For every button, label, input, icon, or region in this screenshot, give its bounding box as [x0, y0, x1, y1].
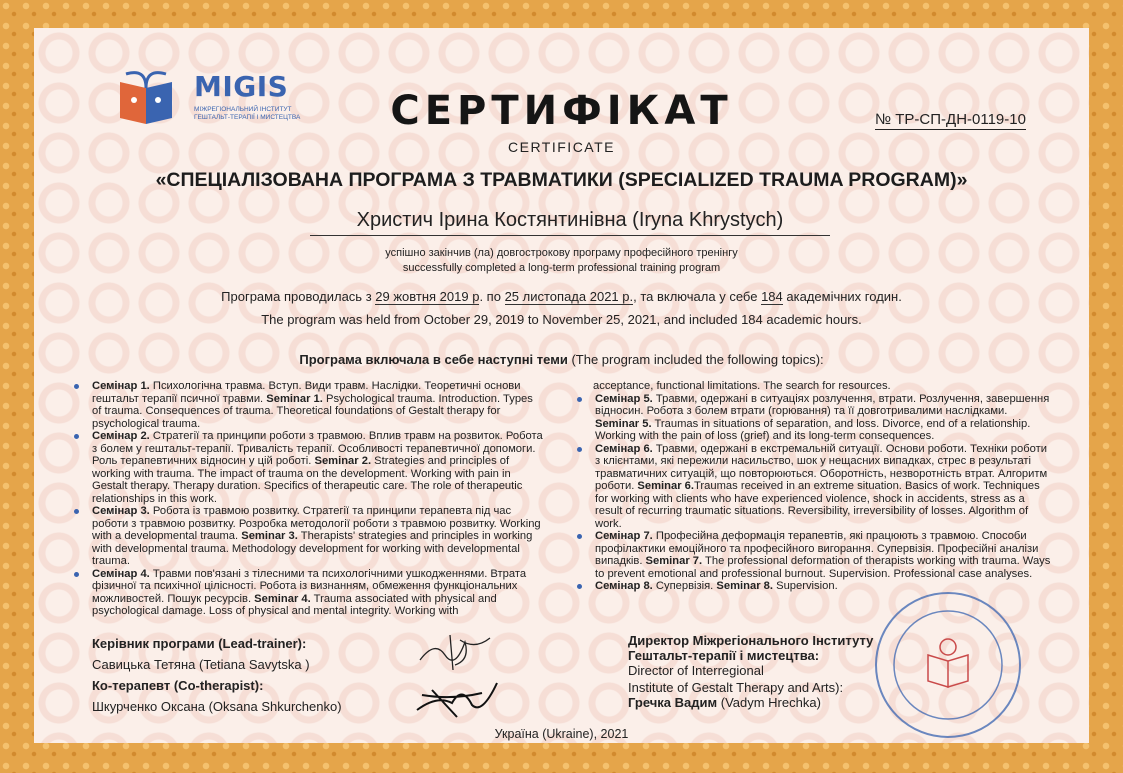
bullet-icon [74, 434, 79, 439]
seminar-en: Psychological trauma. Introduction. Types of trauma. Consequences of trauma. Theoretical foundations of Gestalt therapy for psychological trauma. [92, 392, 533, 430]
seminar-en-label: Seminar 4. [254, 592, 311, 605]
seminar-label: Семінар 4. [92, 567, 150, 580]
held-en: The program was held from October 29, 2019 to November 25, 2021, and included 184 academic hours. [261, 312, 862, 327]
seminars-left-column [74, 380, 544, 618]
seminar-en: Trauma associated with physical and psychological damage. Loss of physical and mental integrity. Working with [92, 592, 497, 617]
footer-location-year: Україна (Ukraine), 2021 [494, 727, 629, 741]
lead-trainer-name: Савицька Тетяна (Tetiana Savytska ) [92, 657, 310, 672]
seminar-uk: Травми пов'язані з тілесними та психологічними ушкодженнями. Втрата фізичної та психічної цілісності. Робота із визнанням, обмеження функціональних можливостей. Пошук ресурсів. [92, 567, 527, 605]
logo-name: MIGIS [194, 70, 289, 103]
topics-heading-en: (The program included the following topics): [571, 352, 824, 367]
seminar-en-label: Seminar 7. [645, 555, 703, 567]
seminar-en: The professional deformation of therapists working with trauma. Ways to prevent emotional and professional burnout. Supervision. Professional case analyses. [595, 555, 1051, 580]
held-start-date: 29 жовтня 2019 р [375, 289, 480, 304]
completed-uk: успішно закінчив (ла) довгострокову програму професійного тренінгу [385, 247, 738, 259]
recipient-name: Христич Ірина Костянтинівна (Iryna Khrystych) [310, 209, 830, 236]
bullet-icon [577, 584, 582, 589]
co-therapist-label: Ко-терапевт (Co-therapist): [92, 678, 264, 693]
seminar-en-label: Seminar 8. [716, 580, 773, 592]
held-prefix: Програма проводилась з [221, 289, 372, 304]
held-uk [0, 289, 1123, 304]
seminar-label: Семінар 7. [595, 530, 653, 542]
director-label-line1: Директор Міжрегіонального Інституту [628, 633, 874, 648]
seminars-right-column [577, 380, 1052, 593]
seminar-label: Семінар 5. [595, 392, 653, 405]
bullet-icon [577, 447, 582, 452]
seminar-label: Семінар 3. [92, 505, 150, 517]
seminar-label: Семінар 2. [92, 430, 150, 442]
seminar-label: Семінар 8. [595, 580, 653, 592]
seminar-item [74, 505, 544, 568]
completed-en: successfully completed a long-term professional training program [402, 262, 721, 274]
seminar-label: Семінар 6. [595, 442, 653, 455]
seminar-en: Supervision. [773, 580, 838, 592]
seminar-uk: Травми, одержані в екстремальній ситуації. Основи роботи. Техніки роботи з клієнтами, які пережили насильство, шок у нещасних випадках, стрес в результаті травматичних ситуацій, що повторюються. Оборотність, незворотність втрат. Алгоритм роботи. [595, 442, 1048, 492]
seminar-item [74, 380, 544, 430]
seminar-en-label: Seminar 1. [266, 392, 323, 405]
director-name-uk: Гречка Вадим [628, 695, 718, 710]
held-hours: 184 [761, 289, 783, 304]
seminar-item [577, 530, 1052, 580]
co-therapist-name: Шкурченко Оксана (Oksana Shkurchenko) [92, 699, 342, 714]
trainers-block [92, 633, 342, 717]
held-end-date: 25 листопада 2021 р. [504, 289, 634, 304]
certificate-number: № ТР-СП-ДН-0119-10 [875, 111, 1026, 128]
seminar-continuation: acceptance, functional limitations. The search for resources. [593, 380, 891, 392]
seminar-en: Traumas received in an extreme situation. Basics of work. Techniques for working with clients who have experienced violence, shock in accidents, stress as a result of recurring traumatic situations. Reversibility, irreversibility of losses. Algorithm of work. [595, 480, 1040, 530]
topics-heading [0, 352, 1123, 367]
logo-subtitle: МІЖРЕГІОНАЛЬНИЙ ІНСТИТУТ ГЕШТАЛЬТ-ТЕРАПІЇ І МИСТЕЦТВА [194, 106, 301, 121]
seminar-uk: Травми, одержані в ситуаціях розлучення, втрати. Розлучення, завершення відносин. Робота з болем втрати (горювання) та її довготривалими наслідками. [595, 392, 1050, 417]
seminar-en-label: Seminar 3. [241, 530, 298, 542]
seminar-item [74, 430, 544, 505]
director-block [628, 633, 873, 710]
director-name-en: (Vadym Hrechka) [720, 695, 821, 710]
bullet-icon [74, 572, 79, 577]
director-label-line2: Гештальт-терапії і мистецтва: [628, 648, 820, 663]
held-suffix: академічних годин. [786, 289, 902, 304]
seminar-en-label: Seminar 2. [314, 455, 372, 467]
bullet-icon [74, 509, 79, 514]
seminar-label: Семінар 1. [92, 380, 150, 392]
seminar-en: Traumas in situations of separation, and loss. Divorce, end of a relationship. Working with the pain of loss (grief) and its long-term consequences. [595, 417, 1031, 442]
seminar-item [577, 393, 1052, 443]
bullet-icon [577, 397, 582, 402]
topics-heading-uk: Програма включала в себе наступні теми [299, 352, 568, 367]
co-therapist-signature [412, 675, 502, 720]
director-en-line1: Director of Interregional [628, 663, 764, 678]
seminar-uk: Професійна деформація терапевтів, які працюють з травмою. Способи профілактики емоційного та професійного вигорання. Супервізія. Професійні аналізи випадків. [595, 530, 1039, 567]
lead-trainer-signature [415, 630, 495, 675]
held-mid: . по [479, 289, 501, 304]
seminar-en: Therapists' strategies and principles in working with developmental trauma. Methodology development for working with developmental trauma. [92, 530, 533, 567]
certificate-subtitle: CERTIFICATE [508, 139, 615, 155]
held-mid2: , та включала у себе [633, 289, 758, 304]
lead-trainer-label: Керівник програми (Lead-trainer): [92, 636, 307, 651]
seminar-en-label: Seminar 5. [595, 417, 652, 430]
seminar-uk: Робота із травмою розвитку. Стратегії та принципи терапевта під час роботи з травмою розвитку. Розробка методології роботи з травмою розвитку. Working with a developmental trauma. [92, 505, 541, 542]
seminar-uk: Супервізія. [652, 580, 717, 592]
director-en-line2: Institute of Gestalt Therapy and Arts): [628, 680, 844, 695]
seminar-uk: Стратегії та принципи роботи з травмою. Вплив травм на розвиток. Робота з болем у гештальт-терапії. Тривалість терапії. Особливості терапевтичної допомоги. Роль терапевтичних відносин у цій роботі. [92, 430, 543, 467]
bullet-icon [74, 384, 79, 389]
program-title: «СПЕЦІАЛІЗОВАНА ПРОГРАМА З ТРАВМАТИКИ (SPECIALIZED TRAUMA PROGRAM)» [155, 169, 968, 191]
seminar-en: Strategies and principles of working with trauma. The impact of trauma on the development. Working with pain in Gestalt therapy. Therapy duration. Specifics of therapeutic care. The role of therapeutic relationships in this work. [92, 455, 523, 505]
seminar-en-label: Seminar 6. [637, 480, 695, 492]
seminar-uk: Психологічна травма. Вступ. Види травм. Наслідки. Теоретичні основи гештальт терапії псичної травми. [92, 380, 521, 405]
seminar-item [74, 568, 544, 618]
institute-seal [848, 585, 1038, 740]
certificate-title: СЕРТИФІКАТ [390, 88, 733, 134]
bullet-icon [577, 534, 582, 539]
seminar-item [577, 443, 1052, 531]
